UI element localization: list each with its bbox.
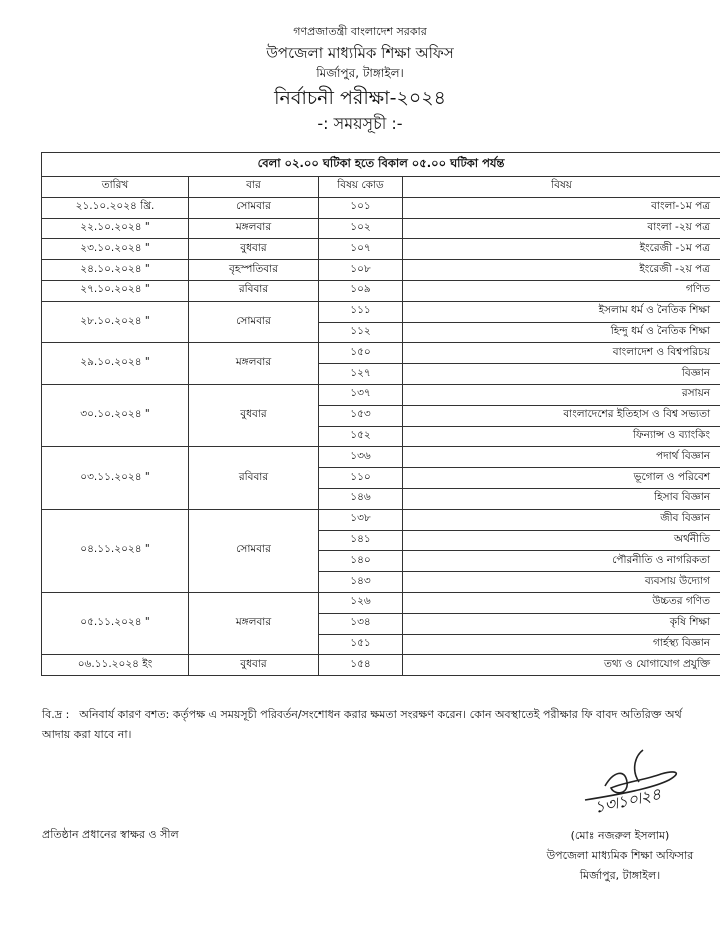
subject-code: ১০২ — [319, 218, 403, 239]
subject-code: ১৩৮ — [319, 509, 403, 530]
subject-name: জীব বিজ্ঞান — [403, 509, 720, 530]
table-row — [42, 447, 720, 468]
subject-name: রসায়ন — [403, 384, 720, 405]
exam-day: রবিবার — [189, 447, 319, 509]
signature-date: ১৩৷১০৷২৪ — [592, 784, 663, 817]
schedule-title: -: সময়সূচী :- — [317, 114, 403, 133]
subject-code: ১৫১ — [319, 634, 403, 655]
officer-block — [520, 826, 720, 886]
subject-name: উচ্চতর গণিত — [403, 592, 720, 613]
subject-name: হিসাব বিজ্ঞান — [403, 488, 720, 509]
header-row — [42, 177, 720, 198]
subject-code: ১০১ — [319, 197, 403, 218]
note-block — [42, 705, 710, 745]
subject-code: ১২৬ — [319, 592, 403, 613]
officer-location: মির্জাপুর, টাঙ্গাইল। — [579, 869, 661, 882]
table-row — [42, 218, 720, 239]
subject-code: ১৫০ — [319, 343, 403, 364]
subject-name: কৃষি শিক্ষা — [403, 613, 720, 634]
exam-day: সোমবার — [189, 301, 319, 343]
subject-code: ১৫৪ — [319, 655, 403, 676]
exam-day: বৃহস্পতিবার — [189, 260, 319, 281]
subject-code: ১৪৬ — [319, 488, 403, 509]
officer-name: (মোঃ নজরুল ইসলাম) — [570, 829, 670, 842]
table-row — [42, 655, 720, 676]
subject-name: ব্যবসায় উদ্যোগ — [403, 572, 720, 593]
exam-date: ২৯.১০.২০২৪ " — [42, 343, 189, 385]
subject-code: ১৪১ — [319, 530, 403, 551]
subject-code: ১৪০ — [319, 551, 403, 572]
subject-code: ১৩৭ — [319, 384, 403, 405]
table-row — [42, 239, 720, 260]
exam-day: রবিবার — [189, 280, 319, 301]
header-subject: বিষয় — [403, 177, 720, 198]
exam-routine-table — [41, 152, 720, 676]
subject-code: ১১১ — [319, 301, 403, 322]
exam-date: ২৪.১০.২০২৪ " — [42, 260, 189, 281]
table-row — [42, 280, 720, 301]
exam-day: সোমবার — [189, 197, 319, 218]
subject-code: ১৫২ — [319, 426, 403, 447]
government-name: গণপ্রজাতন্ত্রী বাংলাদেশ সরকার — [293, 25, 427, 38]
subject-name: তথ্য ও যোগাযোগ প্রযুক্তি — [403, 655, 720, 676]
exam-date: ২৮.১০.২০২৪ " — [42, 301, 189, 343]
exam-title: নির্বাচনী পরীক্ষা-২০২৪ — [274, 87, 446, 109]
exam-day: সোমবার — [189, 509, 319, 592]
exam-day: বুধবার — [189, 384, 319, 446]
exam-day: মঙ্গলবার — [189, 218, 319, 239]
subject-name: ইসলাম ধর্ম ও নৈতিক শিক্ষা — [403, 301, 720, 322]
document-header — [0, 24, 720, 136]
note-text: অনিবার্য কারণ বশত: কর্তৃপক্ষ এ সময়সূচী পরিবর্তন/সংশোধন করার ক্ষমতা সংরক্ষণ করেন। কোন অবস্থাতেই পরীক্ষার ফি বাবদ অতিরিক্ত অর্থ আদায় করা যাবে না। — [42, 708, 682, 741]
exam-day: বুধবার — [189, 239, 319, 260]
table-row — [42, 509, 720, 530]
subject-name: গণিত — [403, 280, 720, 301]
table-row — [42, 592, 720, 613]
exam-date: ০৫.১১.২০২৪ " — [42, 592, 189, 654]
subject-code: ১০৮ — [319, 260, 403, 281]
header-day: বার — [189, 177, 319, 198]
subject-name: বাংলাদেশের ইতিহাস ও বিশ্ব সভ্যতা — [403, 405, 720, 426]
subject-name: বাংলা-১ম পত্র — [403, 197, 720, 218]
office-name: উপজেলা মাধ্যমিক শিক্ষা অফিস — [266, 44, 454, 62]
subject-name: ভূগোল ও পরিবেশ — [403, 468, 720, 489]
subject-name: গার্হস্থ্য বিজ্ঞান — [403, 634, 720, 655]
institution-head-seal-label: প্রতিষ্ঠান প্রধানের স্বাক্ষর ও সীল — [42, 828, 179, 841]
subject-code: ১৫৩ — [319, 405, 403, 426]
table-row — [42, 384, 720, 405]
exam-date: ২২.১০.২০২৪ " — [42, 218, 189, 239]
subject-code: ১৩৪ — [319, 613, 403, 634]
subject-name: বাংলা -২য় পত্র — [403, 218, 720, 239]
exam-date: ৩০.১০.২০২৪ " — [42, 384, 189, 446]
subject-name: বিজ্ঞান — [403, 364, 720, 385]
header-code: বিষয় কোড — [319, 177, 403, 198]
subject-name: পদার্থ বিজ্ঞান — [403, 447, 720, 468]
exam-date: ২৭.১০.২০২৪ " — [42, 280, 189, 301]
exam-date: ০৬.১১.২০২৪ ইং — [42, 655, 189, 676]
table-row — [42, 260, 720, 281]
subject-name: পৌরনীতি ও নাগরিকতা — [403, 551, 720, 572]
subject-name: ইংরেজী -২য় পত্র — [403, 260, 720, 281]
table-row — [42, 197, 720, 218]
note-label: বি.দ্র : — [42, 708, 70, 721]
subject-name: হিন্দু ধর্ম ও নৈতিক শিক্ষা — [403, 322, 720, 343]
exam-date: ০৩.১১.২০২৪ " — [42, 447, 189, 509]
subject-code: ১১০ — [319, 468, 403, 489]
subject-name: অর্থনীতি — [403, 530, 720, 551]
time-row — [42, 153, 720, 177]
subject-code: ১৪৩ — [319, 572, 403, 593]
subject-name: ফিন্যান্স ও ব্যাংকিং — [403, 426, 720, 447]
exam-date: ২১.১০.২০২৪ খ্রি. — [42, 197, 189, 218]
exam-day: মঙ্গলবার — [189, 343, 319, 385]
subject-code: ১১২ — [319, 322, 403, 343]
subject-code: ১০৯ — [319, 280, 403, 301]
exam-time: বেলা ০২.০০ ঘটিকা হতে বিকাল ০৫.০০ ঘটিকা পর্যন্ত — [42, 153, 720, 177]
exam-day: বুধবার — [189, 655, 319, 676]
exam-day: মঙ্গলবার — [189, 592, 319, 654]
exam-date: ২৩.১০.২০২৪ " — [42, 239, 189, 260]
subject-code: ১৩৬ — [319, 447, 403, 468]
subject-code: ১০৭ — [319, 239, 403, 260]
officer-title: উপজেলা মাধ্যমিক শিক্ষা অফিসার — [546, 849, 694, 862]
table-row — [42, 343, 720, 364]
subject-name: ইংরেজী -১ম পত্র — [403, 239, 720, 260]
subject-name: বাংলাদেশ ও বিশ্বপরিচয় — [403, 343, 720, 364]
header-date: তারিখ — [42, 177, 189, 198]
table-row — [42, 301, 720, 322]
subject-code: ১২৭ — [319, 364, 403, 385]
exam-date: ০৪.১১.২০২৪ " — [42, 509, 189, 592]
office-location: মির্জাপুর, টাঙ্গাইল। — [316, 66, 404, 80]
